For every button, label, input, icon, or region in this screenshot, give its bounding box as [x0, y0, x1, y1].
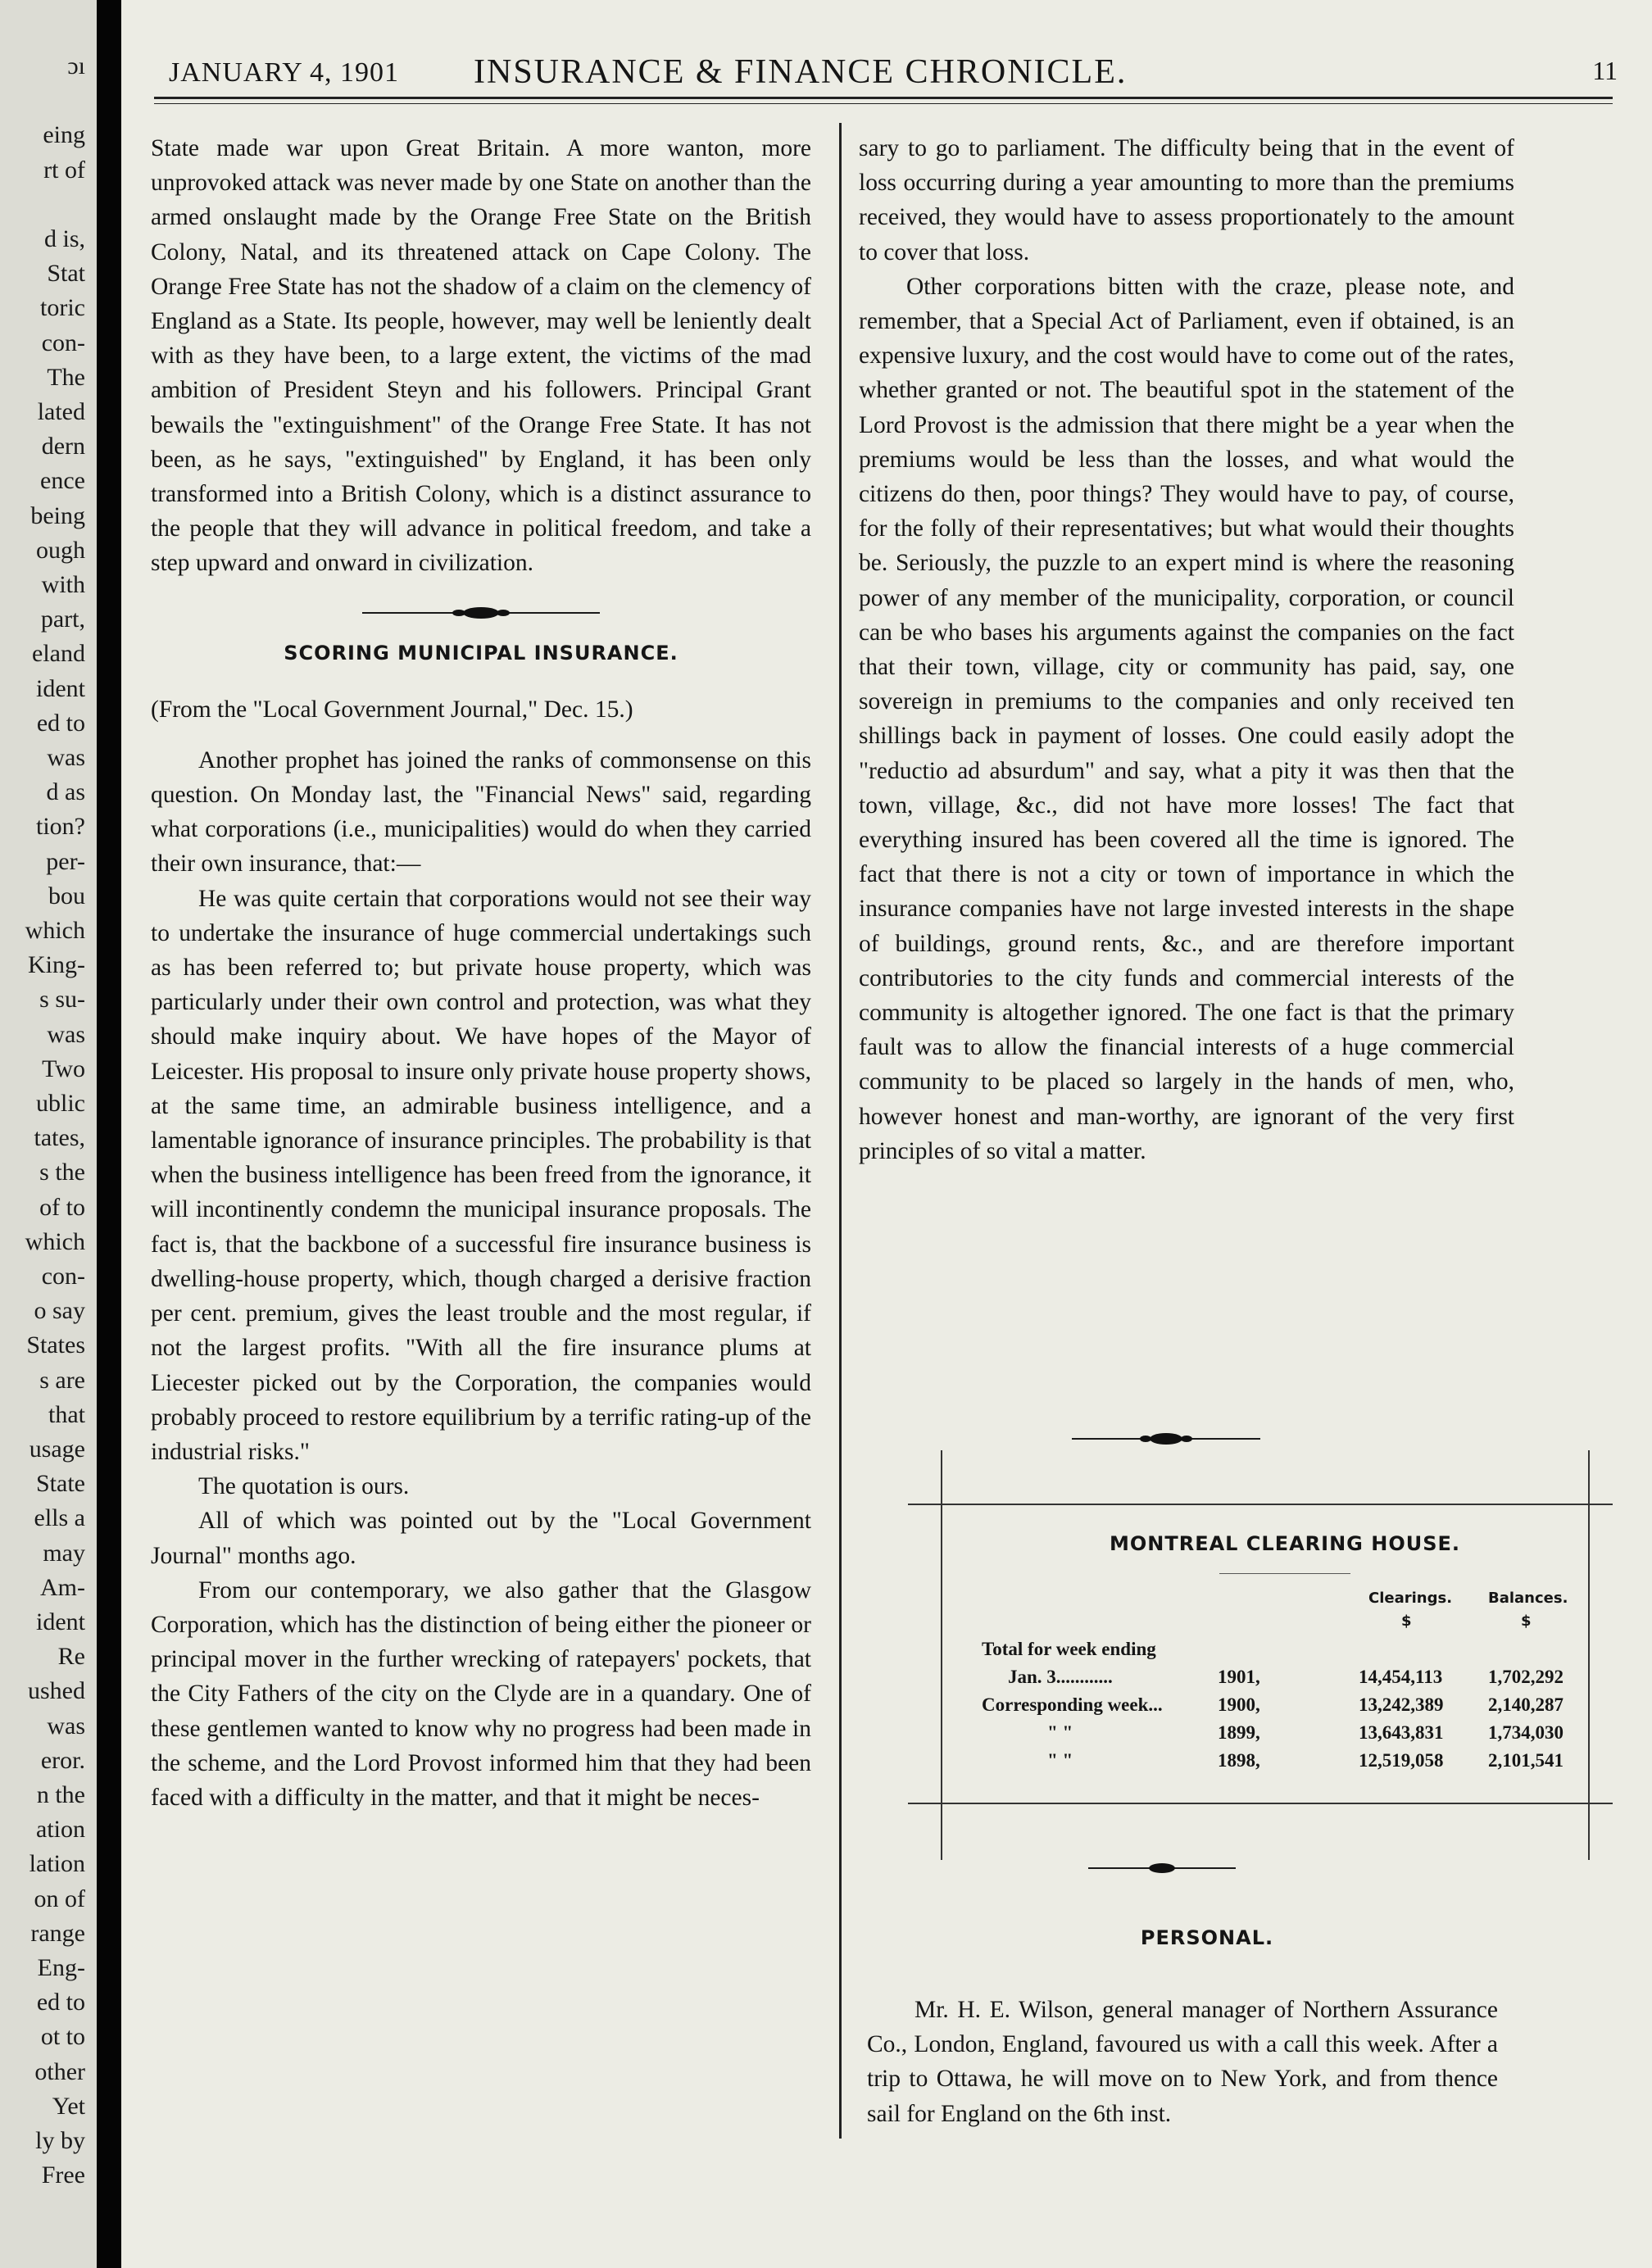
- article-paragraph: sary to go to parliament. The difficulty being that in the event of loss occurring during a year amounting to more than the premiums received, they would have to assess proportionately to the amount to cover that loss.: [859, 135, 1514, 265]
- article-paragraph: Another prophet has joined the ranks of commonsense on this question. On Monday last, the "Financial News" said, regarding what corporations (i.e., municipalities) would do when they carried their own insurance, that:—: [151, 746, 811, 878]
- table-row: [982, 1694, 1588, 1722]
- section-ornament: [151, 604, 811, 622]
- section-ornament: [1072, 1430, 1260, 1452]
- table-frame: [941, 1450, 942, 1860]
- table-cell-clearings: 12,519,058: [1359, 1750, 1444, 1771]
- article-paragraph: Other corporations bitten with the craze, please note, and remember, that a Special Act of Parliament, even if obtained, is an expensive luxury, and the cost would have to come out of the rates, whether granted or not. The beautiful spot in the statement of the Lord Provost is the admission that there might be a year when the premiums would be less than the losses, and what would the citizens do then, poor things? They would have to pay, of course, for the folly of their representatives; but what would their thoughts be. Seriously, the puzzle to an expert mind is where the reasoning power of any member of the municipality, corporation, or council can be who bases his arguments against the companies on the fact that their town, village, city or community has paid, say, one sovereign in premiums to the companies and only received ten shillings back in payment of losses. One could easily adopt the "reductio ad absurdum" and say, what a pity it was then that the town, village, &c., did not have more losses! The fact that everything insured has been covered all the time is ignored. The fact that there is not a city or town of importance in which the insurance companies have not large invested interests in the shape of buildings, ground rents, &c., and are therefore important contributories to the city funds and commercial interests of the community is altogether ignored. The one fact is that the primary fault was to allow the financial interests of a huge commercial community to be placed so largely in the hands of men, who, however honest and man-worthy, are ignorant of the very first principles of so vital a matter.: [859, 273, 1514, 1164]
- left-column: [151, 131, 811, 1815]
- previous-page-line: of to: [39, 1193, 85, 1221]
- previous-page-line: other: [34, 2057, 85, 2085]
- opening-paragraph: State made war upon Great Britain. A more wanton, more unprovoked attack was never made by one State on another than the armed onslaught made by the Orange Free State on the British Colony, Natal, and its threatened attack on Cape Colony. The Orange Free State has not the shadow of a claim on the clemency of England as a State. Its people, however, may well be leniently dealt with as they have been, to a large extent, the victims of the mad ambition of President Steyn and his followers. Principal Grant bewails the "extinguishment" of the Orange Free State. It has not been, as he says, "extinguished" by England, it has been only transformed into a British Colony, which is a distinct assurance to the people that they will advance in political freedom, and take a step upward and onward in civilization.: [151, 135, 811, 577]
- previous-page-line: part,: [40, 606, 85, 633]
- previous-page-line: King-: [28, 951, 85, 979]
- table-cell-label: " ": [1047, 1750, 1073, 1771]
- previous-page-edge: [0, 0, 97, 2268]
- clearing-house-table: [982, 1508, 1596, 1803]
- previous-page-line: ɔı: [67, 52, 85, 79]
- previous-page-line: bou: [48, 882, 85, 909]
- article-heading: SCORING MUNICIPAL INSURANCE.: [284, 641, 678, 665]
- previous-page-line: Stat: [47, 260, 85, 288]
- newspaper-page: [121, 0, 1652, 2268]
- header-rule: [154, 97, 1613, 99]
- table-cell-label: Corresponding week...: [982, 1694, 1163, 1715]
- previous-page-line: tion?: [36, 813, 85, 841]
- previous-page-line: on of: [34, 1885, 85, 1912]
- page-header: [121, 49, 1652, 98]
- previous-page-line: eror.: [40, 1746, 85, 1774]
- previous-page-line: Free: [41, 2161, 85, 2189]
- table-frame: [908, 1803, 1613, 1804]
- previous-page-line: States: [26, 1331, 85, 1359]
- previous-page-line: which: [25, 917, 85, 944]
- table-cell-label: " ": [1047, 1722, 1073, 1743]
- previous-page-line: per-: [46, 847, 85, 875]
- column-divider: [839, 123, 842, 2139]
- table-row: [982, 1667, 1588, 1694]
- previous-page-line: ed to: [36, 1989, 85, 2016]
- personal-paragraph: Mr. H. E. Wilson, general manager of Northern Assurance Co., London, England, favoured us with a call this week. After a trip to Ottawa, he will move on to New York, and from thence sail for England on the 6th inst.: [867, 1997, 1498, 2127]
- table-cell-balances: 2,101,541: [1488, 1750, 1564, 1771]
- page-number: 11: [1592, 56, 1618, 85]
- table-cell-balances: 1,702,292: [1488, 1667, 1564, 1687]
- header-rule-thin: [154, 103, 1613, 104]
- page-gutter: [97, 0, 121, 2268]
- column-header-clearings: Clearings.: [1368, 1590, 1453, 1607]
- previous-page-line: with: [41, 571, 85, 598]
- previous-page-line: n the: [36, 1781, 85, 1808]
- title-underline: [1219, 1573, 1350, 1574]
- table-cell-year: 1898,: [1218, 1750, 1260, 1771]
- right-column: [859, 131, 1514, 1168]
- previous-page-line: range: [30, 1919, 85, 1947]
- personal-heading: PERSONAL.: [1140, 1926, 1274, 1949]
- previous-page-line: being: [30, 501, 85, 529]
- personal-section: [867, 1993, 1498, 2131]
- previous-page-line: ident: [36, 674, 85, 702]
- previous-page-line: d as: [46, 778, 85, 806]
- table-cell-balances: 1,734,030: [1488, 1722, 1564, 1743]
- table-cell-balances: 2,140,287: [1488, 1694, 1564, 1715]
- previous-page-line: which: [25, 1227, 85, 1255]
- previous-page-line: eing: [43, 121, 85, 149]
- previous-page-line: s are: [39, 1366, 85, 1394]
- table-row: [982, 1750, 1588, 1778]
- previous-page-line: ly by: [35, 2127, 85, 2154]
- previous-page-line: tates,: [34, 1124, 85, 1152]
- previous-page-line: ushed: [28, 1677, 85, 1705]
- table-cell-year: 1900,: [1218, 1694, 1260, 1715]
- header-title: INSURANCE & FINANCE CHRONICLE.: [474, 53, 1128, 91]
- unit-header-clearings: $: [1401, 1613, 1412, 1630]
- previous-page-line: Am-: [40, 1573, 85, 1601]
- article-paragraph: The quotation is ours.: [198, 1473, 410, 1500]
- previous-page-line: Two: [42, 1055, 85, 1082]
- previous-page-line: s the: [39, 1159, 85, 1186]
- previous-page-line: toric: [40, 294, 85, 322]
- section-ornament: [1088, 1860, 1236, 1880]
- previous-page-line: usage: [29, 1436, 85, 1463]
- article-paragraph: From our contemporary, we also gather that the Glasgow Corporation, which has the distinction of being either the pioneer or principal mover in the further wrecking of ratepayers' pockets, that the City Fathers of the city on the Clyde are in a quandary. One of these gentlemen wanted to know why no progress had been made in the scheme, and the Lord Provost informed him that they had been faced with a difficulty in the matter, and that it might be neces-: [151, 1576, 811, 1811]
- article-citation: (From the "Local Government Journal," Dec. 15.): [151, 696, 633, 723]
- table-cell-clearings: 13,242,389: [1359, 1694, 1444, 1715]
- previous-page-line: ident: [36, 1608, 85, 1635]
- table-cell-clearings: 14,454,113: [1359, 1667, 1443, 1687]
- previous-page-line: ough: [36, 536, 85, 564]
- previous-page-line: ence: [40, 467, 85, 495]
- previous-page-line: was: [47, 744, 85, 771]
- article-paragraph: He was quite certain that corporations would not see their way to undertake the insurance of huge commercial undertakings such as has been referred to; but private house property, which was particularly under their own control and protection, was what they should make inquiry about. We have hopes of the Mayor of Leicester. His proposal to insure only private house property shows, at the same time, an admirable business intelligence, and a lamentable ignorance of insurance principles. The probability is that when the business intelligence has been freed from the ignorance, it will incontinently condemn the municipal insurance proposals. The fact is, that the backbone of a successful fire insurance business is dwelling-house property, which, though charged a derisive fraction per cent. premium, gives the least trouble and the most regular, if not the largest profits. "With all the fire insurance plums at Liecester picked out by the Corporation, the companies would probably proceed to restore equilibrium by a terrific rating-up of the industrial risks.": [151, 885, 811, 1465]
- table-cell-label: Total for week ending: [982, 1639, 1156, 1659]
- table-cell-label: Jan. 3............: [1008, 1667, 1113, 1687]
- previous-page-line: dern: [41, 433, 85, 460]
- previous-page-line: may: [43, 1539, 85, 1567]
- previous-page-line: lation: [29, 1850, 85, 1878]
- table-cell-year: 1899,: [1218, 1722, 1260, 1743]
- previous-page-line: o say: [34, 1297, 85, 1325]
- table-cell-year: 1901,: [1218, 1667, 1260, 1687]
- article-paragraph: All of which was pointed out by the "Local Government Journal" months ago.: [151, 1508, 811, 1569]
- table-frame: [908, 1504, 1613, 1505]
- table-row: [982, 1639, 1588, 1667]
- previous-page-line: was: [47, 1712, 85, 1740]
- previous-page-line: Re: [57, 1643, 85, 1671]
- column-header-balances: Balances.: [1488, 1590, 1568, 1607]
- previous-page-line: was: [47, 1020, 85, 1048]
- previous-page-line: ation: [36, 1816, 85, 1844]
- previous-page-line: State: [36, 1470, 85, 1498]
- previous-page-line: rt of: [43, 156, 85, 184]
- previous-page-line: that: [48, 1400, 85, 1428]
- previous-page-line: Eng-: [37, 1954, 85, 1981]
- previous-page-line: con-: [41, 1263, 85, 1290]
- previous-page-line: lated: [37, 398, 85, 425]
- clearing-house-title: MONTREAL CLEARING HOUSE.: [1109, 1532, 1461, 1555]
- previous-page-line: d is,: [43, 225, 85, 252]
- header-date: JANUARY 4, 1901: [169, 57, 400, 88]
- table-row: [982, 1722, 1588, 1750]
- previous-page-line: ot to: [40, 2023, 85, 2051]
- table-cell-clearings: 13,643,831: [1359, 1722, 1444, 1743]
- previous-page-line: ublic: [36, 1090, 85, 1117]
- previous-page-line: eland: [32, 640, 85, 668]
- unit-header-balances: $: [1521, 1613, 1532, 1630]
- previous-page-line: con-: [41, 329, 85, 356]
- previous-page-line: s su-: [39, 986, 85, 1014]
- previous-page-line: The: [47, 363, 85, 391]
- previous-page-line: ed to: [36, 709, 85, 737]
- previous-page-line: ells a: [34, 1504, 85, 1532]
- previous-page-line: Yet: [52, 2092, 85, 2120]
